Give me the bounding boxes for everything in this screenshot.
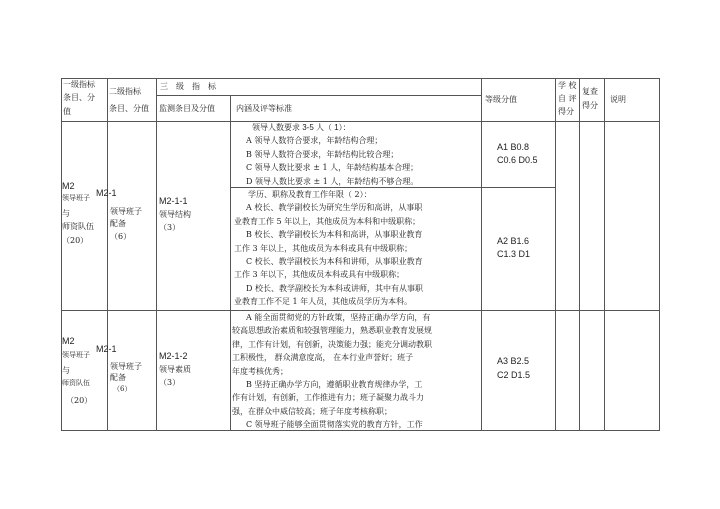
row1-col1-line1: 领导班子 <box>62 194 90 202</box>
row2-col1-line2: 与 <box>62 366 70 375</box>
table-top-border <box>61 78 659 79</box>
row1-grade-a-line2: C0.6 D0.5 <box>497 155 538 165</box>
row2-criteria-block: A 能全面贯彻党的方针政策，坚持正确办学方向，有 较高思想政治素质和较强管理能力，熟悉职业教育发展规 律，工作有计划，有创新，决策能力强；能充分调动教职 工积极性， 群众满意度高， 在本行业声誉好；班子 年度考核优秀； B 坚持正确办学方向，遵循职业教育规律办学，工 作有计划，有创新，工作推进有力；班子凝聚力战斗力 强，在群众中威信较高；班子年度考核称职； C 领导班子能够全面贯彻落实党的教育方针，工作 <box>232 313 432 430</box>
row2-col3-line1: 领导素质 <box>159 365 191 374</box>
col7-divider <box>604 78 605 431</box>
header-col2-line2: 条目、分值 <box>109 104 149 113</box>
header-col5: 等级分值 <box>485 95 517 104</box>
row2-grade-line2: C2 D1.5 <box>497 370 531 380</box>
row1-col2-code: M2-1 <box>96 188 117 198</box>
header-col6-line3: 得分 <box>558 107 574 116</box>
row1-criteria-block-a: 领导人数要求 3-5 人（ 1）： A 领导人数符合要求，年龄结构合理； B 领导人数符合要求，年龄结构比较合理； C 领导人数比要求 ± 1 人，年龄结构基本合理； D 领导人数比要求 ± 1 人，年龄结构不够合理。 <box>246 123 419 186</box>
row2-col2-code: M2-1 <box>96 344 117 354</box>
row2-col2-line3: （6） <box>113 385 132 393</box>
row1-col3-line1: 领导结构 <box>159 210 191 219</box>
header-col2-line1: 二级指标 <box>109 87 141 96</box>
row1-col1-line4: （20） <box>62 236 89 245</box>
row1-col3-line2: （3） <box>159 223 181 232</box>
col4-divider <box>481 78 482 431</box>
header-col8: 说明 <box>610 95 626 104</box>
row1-grade-b-line1: A2 B1.6 <box>497 236 530 246</box>
col1-divider <box>107 78 108 431</box>
col2-divider <box>156 78 157 431</box>
row2-col1-line3: 师资队伍 <box>62 379 90 387</box>
row1-col1-code: M2 <box>62 181 75 191</box>
row2-grade-line1: A3 B2.5 <box>497 356 530 366</box>
header-col3-sub: 监测条目及分值 <box>159 104 215 113</box>
header-col1-line3: 值 <box>63 107 71 116</box>
col3-divider <box>230 95 231 431</box>
col5-divider <box>555 78 556 431</box>
row2-col2-line2: 配备 <box>110 373 126 382</box>
row2-col3-code: M2-1-2 <box>159 351 188 361</box>
row1-col2-line3: （6） <box>110 232 132 241</box>
row1-grade-b-line2: C1.3 D1 <box>497 249 531 259</box>
row1-criteria-block-b: 学历、职称及教育工作年限（ 2）： A 校长、教学副校长为研究生学历和高讲，从事职 业教育工作 5 年以上，其他成员为本科和中级职称； B 校长、教学副校长为本科和高讲，从事职业教育 工作 3 年以上，其他成员为本科或具有中级职称； C 校长、教学副校长为本科和讲师，从事职业教育 工作 3 年以下，其他成员本科或具有中级职称； D 校长、教学副校长为本科或讲师，其中有从事职 业教育工作不足 1 年人员，其他成员学历为本科。 <box>234 190 423 307</box>
header-col7-line1: 复查 <box>582 87 598 96</box>
row2-col2-line1: 领导班子 <box>110 362 142 371</box>
row1-grade-a-line1: A1 B0.8 <box>497 142 530 152</box>
header-sub-divider <box>156 95 482 96</box>
header-col1-line1: 一级指标 <box>63 80 95 89</box>
row1-col1-line2: 与 <box>62 209 70 218</box>
header-col6-line2: 自 评 <box>558 94 577 103</box>
header-col1-line2: 条目、分 <box>63 93 95 102</box>
row2-col1-line4: （20） <box>66 396 93 405</box>
row1-col1-line3: 师资队伍 <box>62 222 94 231</box>
row1-col3-code: M2-1-1 <box>159 196 188 206</box>
row2-col1-line1: 领导班子 <box>62 351 90 359</box>
header-col4-sub: 内涵及评等标准 <box>236 104 292 113</box>
header-col6-line1: 学 校 <box>558 81 577 90</box>
header-col3-title: 三 级 指 标 <box>160 82 216 91</box>
row1-col2-line2: 配备 <box>110 219 126 228</box>
col6-divider <box>579 78 580 431</box>
header-col7-line2: 得分 <box>582 101 598 110</box>
row1-col2-line1: 领导班子 <box>110 207 142 216</box>
row2-col1-code: M2 <box>62 336 75 346</box>
row2-col3-line2: （3） <box>159 378 181 387</box>
table-right-border <box>659 78 660 431</box>
